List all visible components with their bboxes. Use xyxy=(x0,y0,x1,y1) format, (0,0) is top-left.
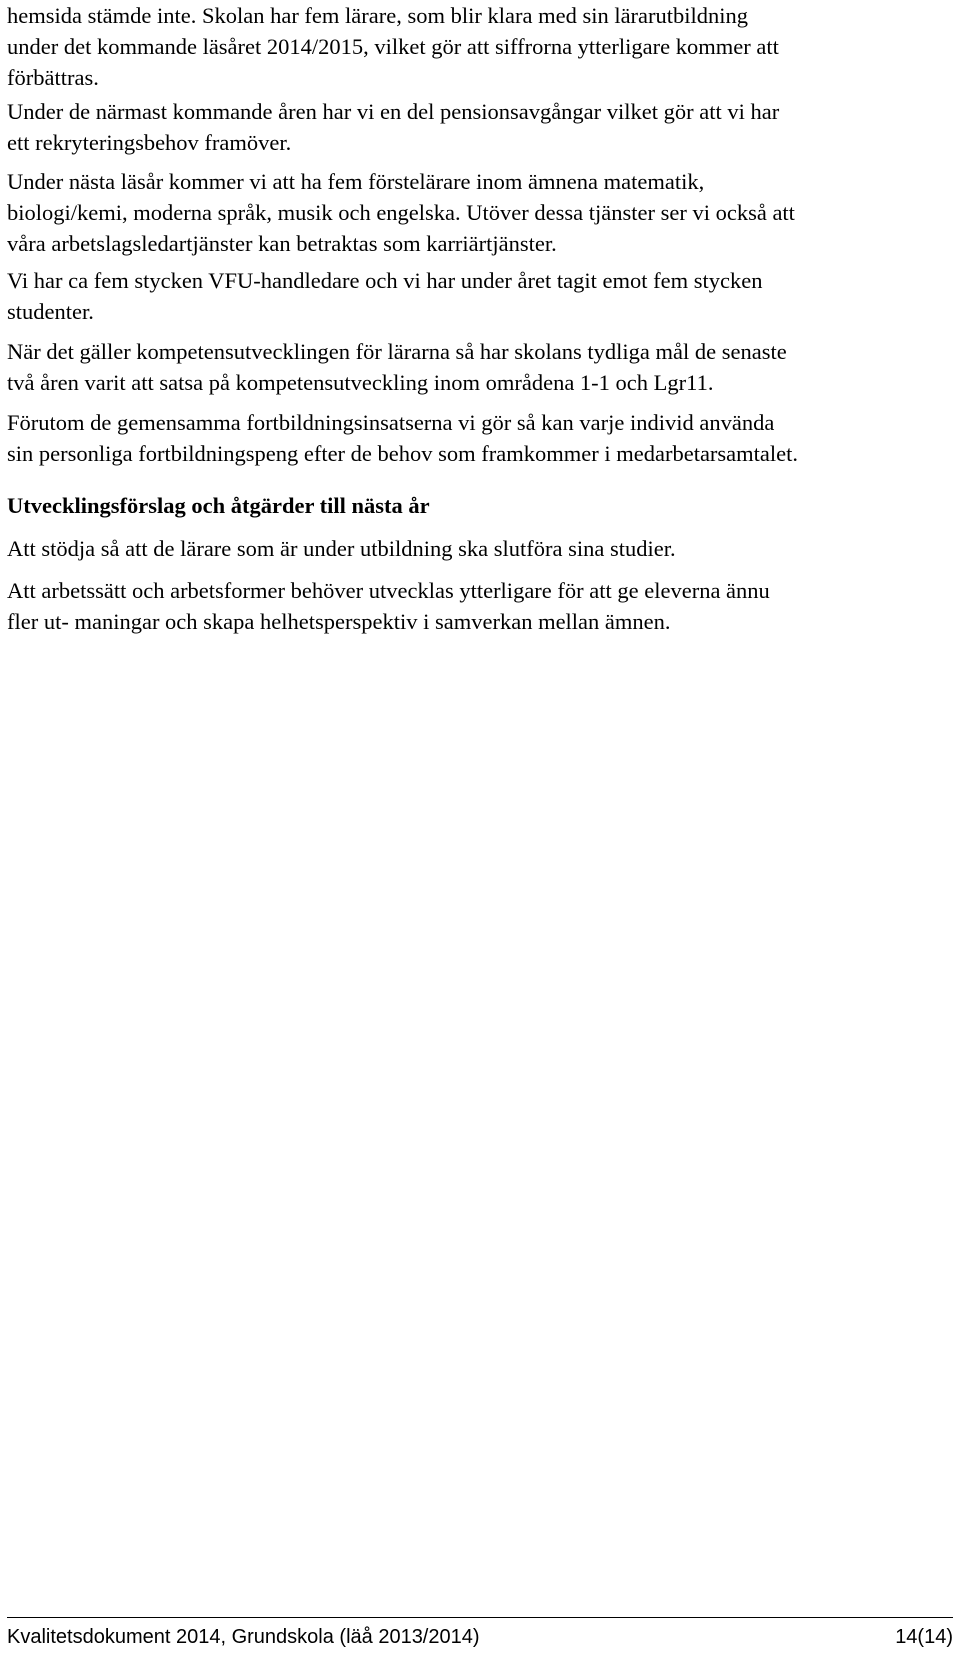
footer-document-title: Kvalitetsdokument 2014, Grundskola (läå 2013/2014) xyxy=(7,1626,480,1648)
footer-page-number: 14(14) xyxy=(895,1626,953,1648)
footer-divider xyxy=(7,1617,953,1618)
paragraph-first-teachers: Under nästa läsår kommer vi att ha fem förstelärare inom ämnena matematik, biologi/kemi, moderna språk, musik och engelska. Utöver dessa tjänster ser vi också att våra arbetslagsledartjänster kan betraktas som karriärtjänster. xyxy=(7,169,795,256)
paragraph-vfu-supervisors: Vi har ca fem stycken VFU-handledare och vi har under året tagit emot fem stycken studenter. xyxy=(7,268,763,324)
page-footer xyxy=(7,1622,953,1652)
paragraph-teacher-training: hemsida stämde inte. Skolan har fem lärare, som blir klara med sin lärarutbildning under det kommande läsåret 2014/2015, vilket gör att siffrorna ytterligare kommer att förbättras. xyxy=(7,3,779,90)
paragraph-working-methods: Att arbetssätt och arbetsformer behöver utvecklas ytterligare för att ge eleverna ännu fler ut- maningar och skapa helhetsperspektiv i samverkan mellan ämnen. xyxy=(7,578,770,634)
paragraph-competence-development: När det gäller kompetensutvecklingen för lärarna så har skolans tydliga mål de senaste två åren varit att satsa på kompetensutveckling inom områdena 1-1 och Lgr11. xyxy=(7,339,787,395)
paragraph-support-studies: Att stödja så att de lärare som är under utbildning ska slutföra sina studier. xyxy=(7,536,676,561)
paragraph-retirements: Under de närmast kommande åren har vi en del pensionsavgångar vilket gör att vi har ett rekryteringsbehov framöver. xyxy=(7,99,780,155)
paragraph-individual-training: Förutom de gemensamma fortbildningsinsatserna vi gör så kan varje individ använda sin personliga fortbildningspeng efter de behov som framkommer i medarbetarsamtalet. xyxy=(7,410,799,466)
section-heading: Utvecklingsförslag och åtgärder till nästa år xyxy=(7,493,430,518)
